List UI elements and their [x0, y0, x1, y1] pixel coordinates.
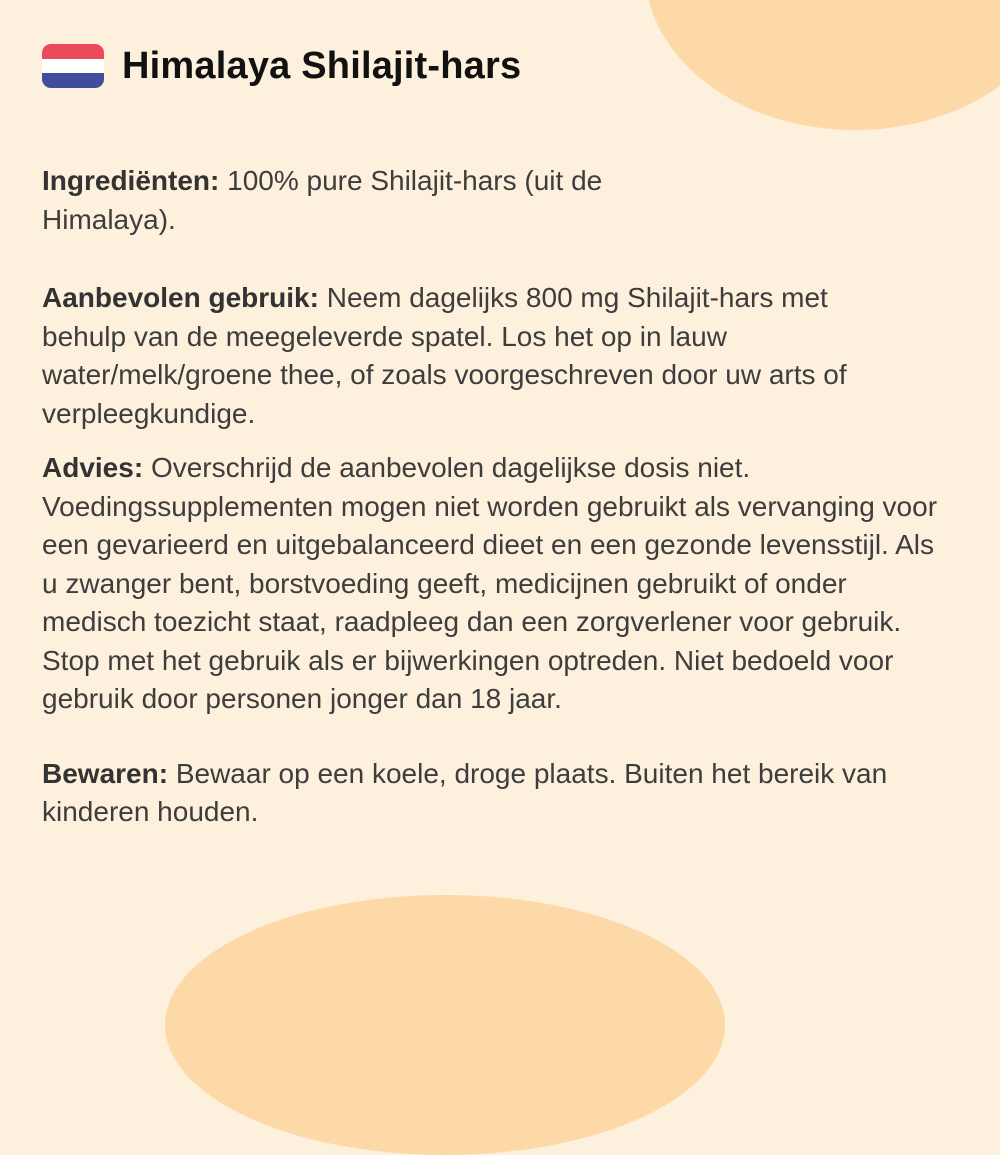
ingredients-section	[42, 162, 682, 239]
netherlands-flag-icon	[42, 44, 104, 88]
usage-text: Neem dagelijks 800 mg Shilajit-hars met behulp van de meegeleverde spatel. Los het op in lauw water/melk/groene thee, of zoals voorgeschreven door uw arts of verpleegkundige.	[42, 282, 847, 429]
ingredients-label: Ingrediënten:	[42, 165, 220, 196]
advice-label: Advies:	[42, 452, 144, 483]
flag-stripe-blue	[42, 73, 104, 88]
header	[42, 44, 521, 88]
usage-label: Aanbevolen gebruik:	[42, 282, 319, 313]
advice-section	[42, 449, 947, 719]
storage-text: Bewaar op een koele, droge plaats. Buiten het bereik van kinderen houden.	[42, 757, 888, 827]
product-info	[42, 162, 947, 832]
usage-section	[42, 279, 872, 433]
decorative-blob-bottom	[165, 895, 725, 1155]
advice-text: Overschrijd de aanbevolen dagelijkse dosis niet. Voedingssupplementen mogen niet worden gebruikt als vervanging voor een gevarieerd en uitgebalanceerd dieet en een gezonde levensstijl. Als u zwanger bent, borstvoeding geeft, medicijnen gebruikt of onder medisch toezicht staat, raadpleeg dan een zorgverlener voor gebruik. Stop met het gebruik als er bijwerkingen optreden. Niet bedoeld voor gebruik door personen jonger dan 18 jaar.	[42, 452, 938, 714]
storage-label: Bewaren:	[42, 757, 169, 789]
storage-section	[42, 755, 947, 832]
page-title: Himalaya Shilajit-hars	[122, 44, 522, 87]
flag-stripe-white	[42, 59, 104, 74]
decorative-blob-top-right	[645, 0, 1000, 130]
flag-stripe-red	[42, 44, 104, 59]
ingredients-text: 100% pure Shilajit-hars (uit de Himalaya).	[42, 165, 603, 235]
